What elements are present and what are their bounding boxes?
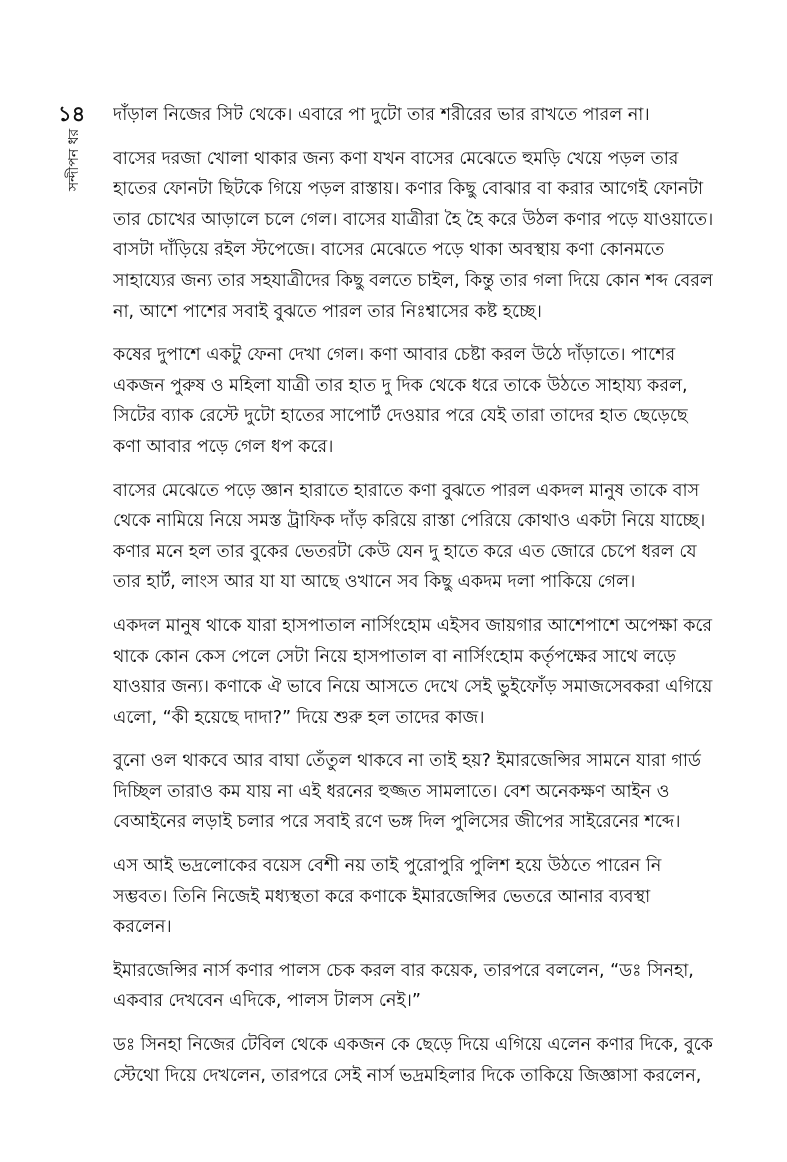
- text-line: কষের দুপাশে একটু ফেনা দেখা গেল। কণা আবার চেষ্টা করল উঠে দাঁড়াতে। পাশের: [113, 345, 676, 366]
- text-line: একবার দেখবেন এদিকে, পালস টালস নেই।”: [113, 991, 421, 1012]
- text-line: সম্ভবত। তিনি নিজেই মধ্যস্থতা করে কণাকে ইমারজেন্সির ভেতরে আনার ব্যবস্থা: [113, 886, 651, 907]
- paragraph: [113, 611, 713, 733]
- text-line: এলো, “কী হয়েছে দাদা?” দিয়ে শুরু হল তাদের কাজ।: [113, 707, 485, 728]
- text-line: দিচ্ছিল তারাও কম যায় না এই ধরনের হুজ্জত সামলাতে। বেশ অনেকক্ষণ আইন ও: [113, 781, 670, 802]
- text-line: সিটের ব্যাক রেস্টে দুটো হাতের সাপোর্ট দেওয়ার পরে যেই তারা তাদের হাত ছেড়েছে: [113, 406, 688, 427]
- text-line: ইমারজেন্সির নার্স কণার পালস চেক করল বার কয়েক, তারপরে বললেন, “ডঃ সিনহা,: [113, 960, 694, 981]
- text-line: বুনো ওল থাকবে আর বাঘা তেঁতুল থাকবে না তাই হয়? ইমারজেন্সির সামনে যারা গার্ড: [113, 751, 701, 772]
- text-line: তার হার্ট, লাংস আর যা যা আছে ওখানে সব কিছু একদম দলা পাকিয়ে গেল।: [113, 572, 636, 593]
- text-line: স্টেথো দিয়ে দেখলেন, তারপরে সেই নার্স ভদ্রমহিলার দিকে তাকিয়ে জিজ্ঞাসা করলেন,: [113, 1065, 702, 1086]
- paragraph: [113, 340, 713, 462]
- text-line: সাহায্যের জন্য তার সহযাত্রীদের কিছু বলতে চাইল, কিন্তু তার গলা দিয়ে কোন শব্দ বেরল: [113, 270, 713, 291]
- text-line: বাসের মেঝেতে পড়ে জ্ঞান হারাতে হারাতে কণা বুঝতে পারল একদল মানুষ তাকে বাস: [113, 480, 700, 501]
- page-number: ১৪: [58, 102, 86, 126]
- text-line: থেকে নামিয়ে নিয়ে সমস্ত ট্রাফিক দাঁড় করিয়ে রাস্তা পেরিয়ে কোথাও একটা নিয়ে যাচ্ছে।: [113, 511, 706, 532]
- text-line: যাওয়ার জন্য। কণাকে ঐ ভাবে নিয়ে আসতে দেখে সেই ভুইফোঁড় সমাজসেবকরা এগিয়ে: [113, 677, 713, 698]
- paragraph: [113, 144, 713, 328]
- paragraph: [113, 476, 713, 598]
- paragraph: [113, 956, 713, 1017]
- text-line: দাঁড়াল নিজের সিট থেকে। এবারে পা দুটো তার শরীরের ভার রাখতে পারল না।: [113, 105, 650, 125]
- text-line: একদল মানুষ থাকে যারা হাসপাতাল নার্সিংহোম এইসব জায়গার আশেপাশে অপেক্ষা করে: [113, 615, 712, 636]
- text-line: কণার মনে হল তার বুকের ভেতরটা কেউ যেন দু হাতে করে এত জোরে চেপে ধরল যে: [113, 541, 697, 562]
- text-line: কণা আবার পড়ে গেল ধপ করে।: [113, 436, 334, 457]
- text-line: থাকে কোন কেস পেলে সেটা নিয়ে হাসপাতাল বা নার্সিংহোম কর্তৃপক্ষের সাথে লড়ে: [113, 646, 676, 667]
- text-line: বাসের দরজা খোলা থাকার জন্য কণা যখন বাসের মেঝেতে হুমড়ি খেয়ে পড়ল তার: [113, 148, 679, 169]
- text-line: না, আশে পাশের সবাই বুঝতে পারল তার নিঃশ্বাসের কষ্ট হচ্ছে।: [113, 301, 542, 322]
- paragraph: [113, 746, 713, 838]
- running-head: সন্দীপন ধর: [66, 128, 82, 192]
- paragraph: [113, 851, 713, 943]
- text-line: বেআইনের লড়াই চলার পরে সবাই রণে ভঙ্গ দিল পুলিসের জীপের সাইরেনের শব্দে।: [113, 812, 681, 833]
- text-line: বাসটা দাঁড়িয়ে রইল স্টপেজে। বাসের মেঝেতে পড়ে থাকা অবস্থায় কণা কোনমতে: [113, 240, 665, 261]
- paragraph: [113, 1030, 713, 1091]
- text-line: এস আই ভদ্রলোকের বয়েস বেশী নয় তাই পুরোপুরি পুলিশ হয়ে উঠতে পারেন নি: [113, 856, 662, 877]
- text-line: ডঃ সিনহা নিজের টেবিল থেকে একজন কে ছেড়ে দিয়ে এগিয়ে এলেন কণার দিকে, বুকে: [113, 1035, 713, 1056]
- text-line: হাতের ফোনটা ছিটকে গিয়ে পড়ল রাস্তায়। কণার কিছু বোঝার বা করার আগেই ফোনটা: [113, 179, 704, 200]
- text-line: করলেন।: [113, 917, 172, 938]
- paragraph: [113, 100, 713, 131]
- text-line: তার চোখের আড়ালে চলে গেল। বাসের যাত্রীরা হৈ হৈ করে উঠল কণার পড়ে যাওয়াতে।: [113, 209, 713, 230]
- text-line: একজন পুরুষ ও মহিলা যাত্রী তার হাত দু দিক থেকে ধরে তাকে উঠতে সাহায্য করল,: [113, 375, 688, 396]
- body-text: [113, 100, 713, 1091]
